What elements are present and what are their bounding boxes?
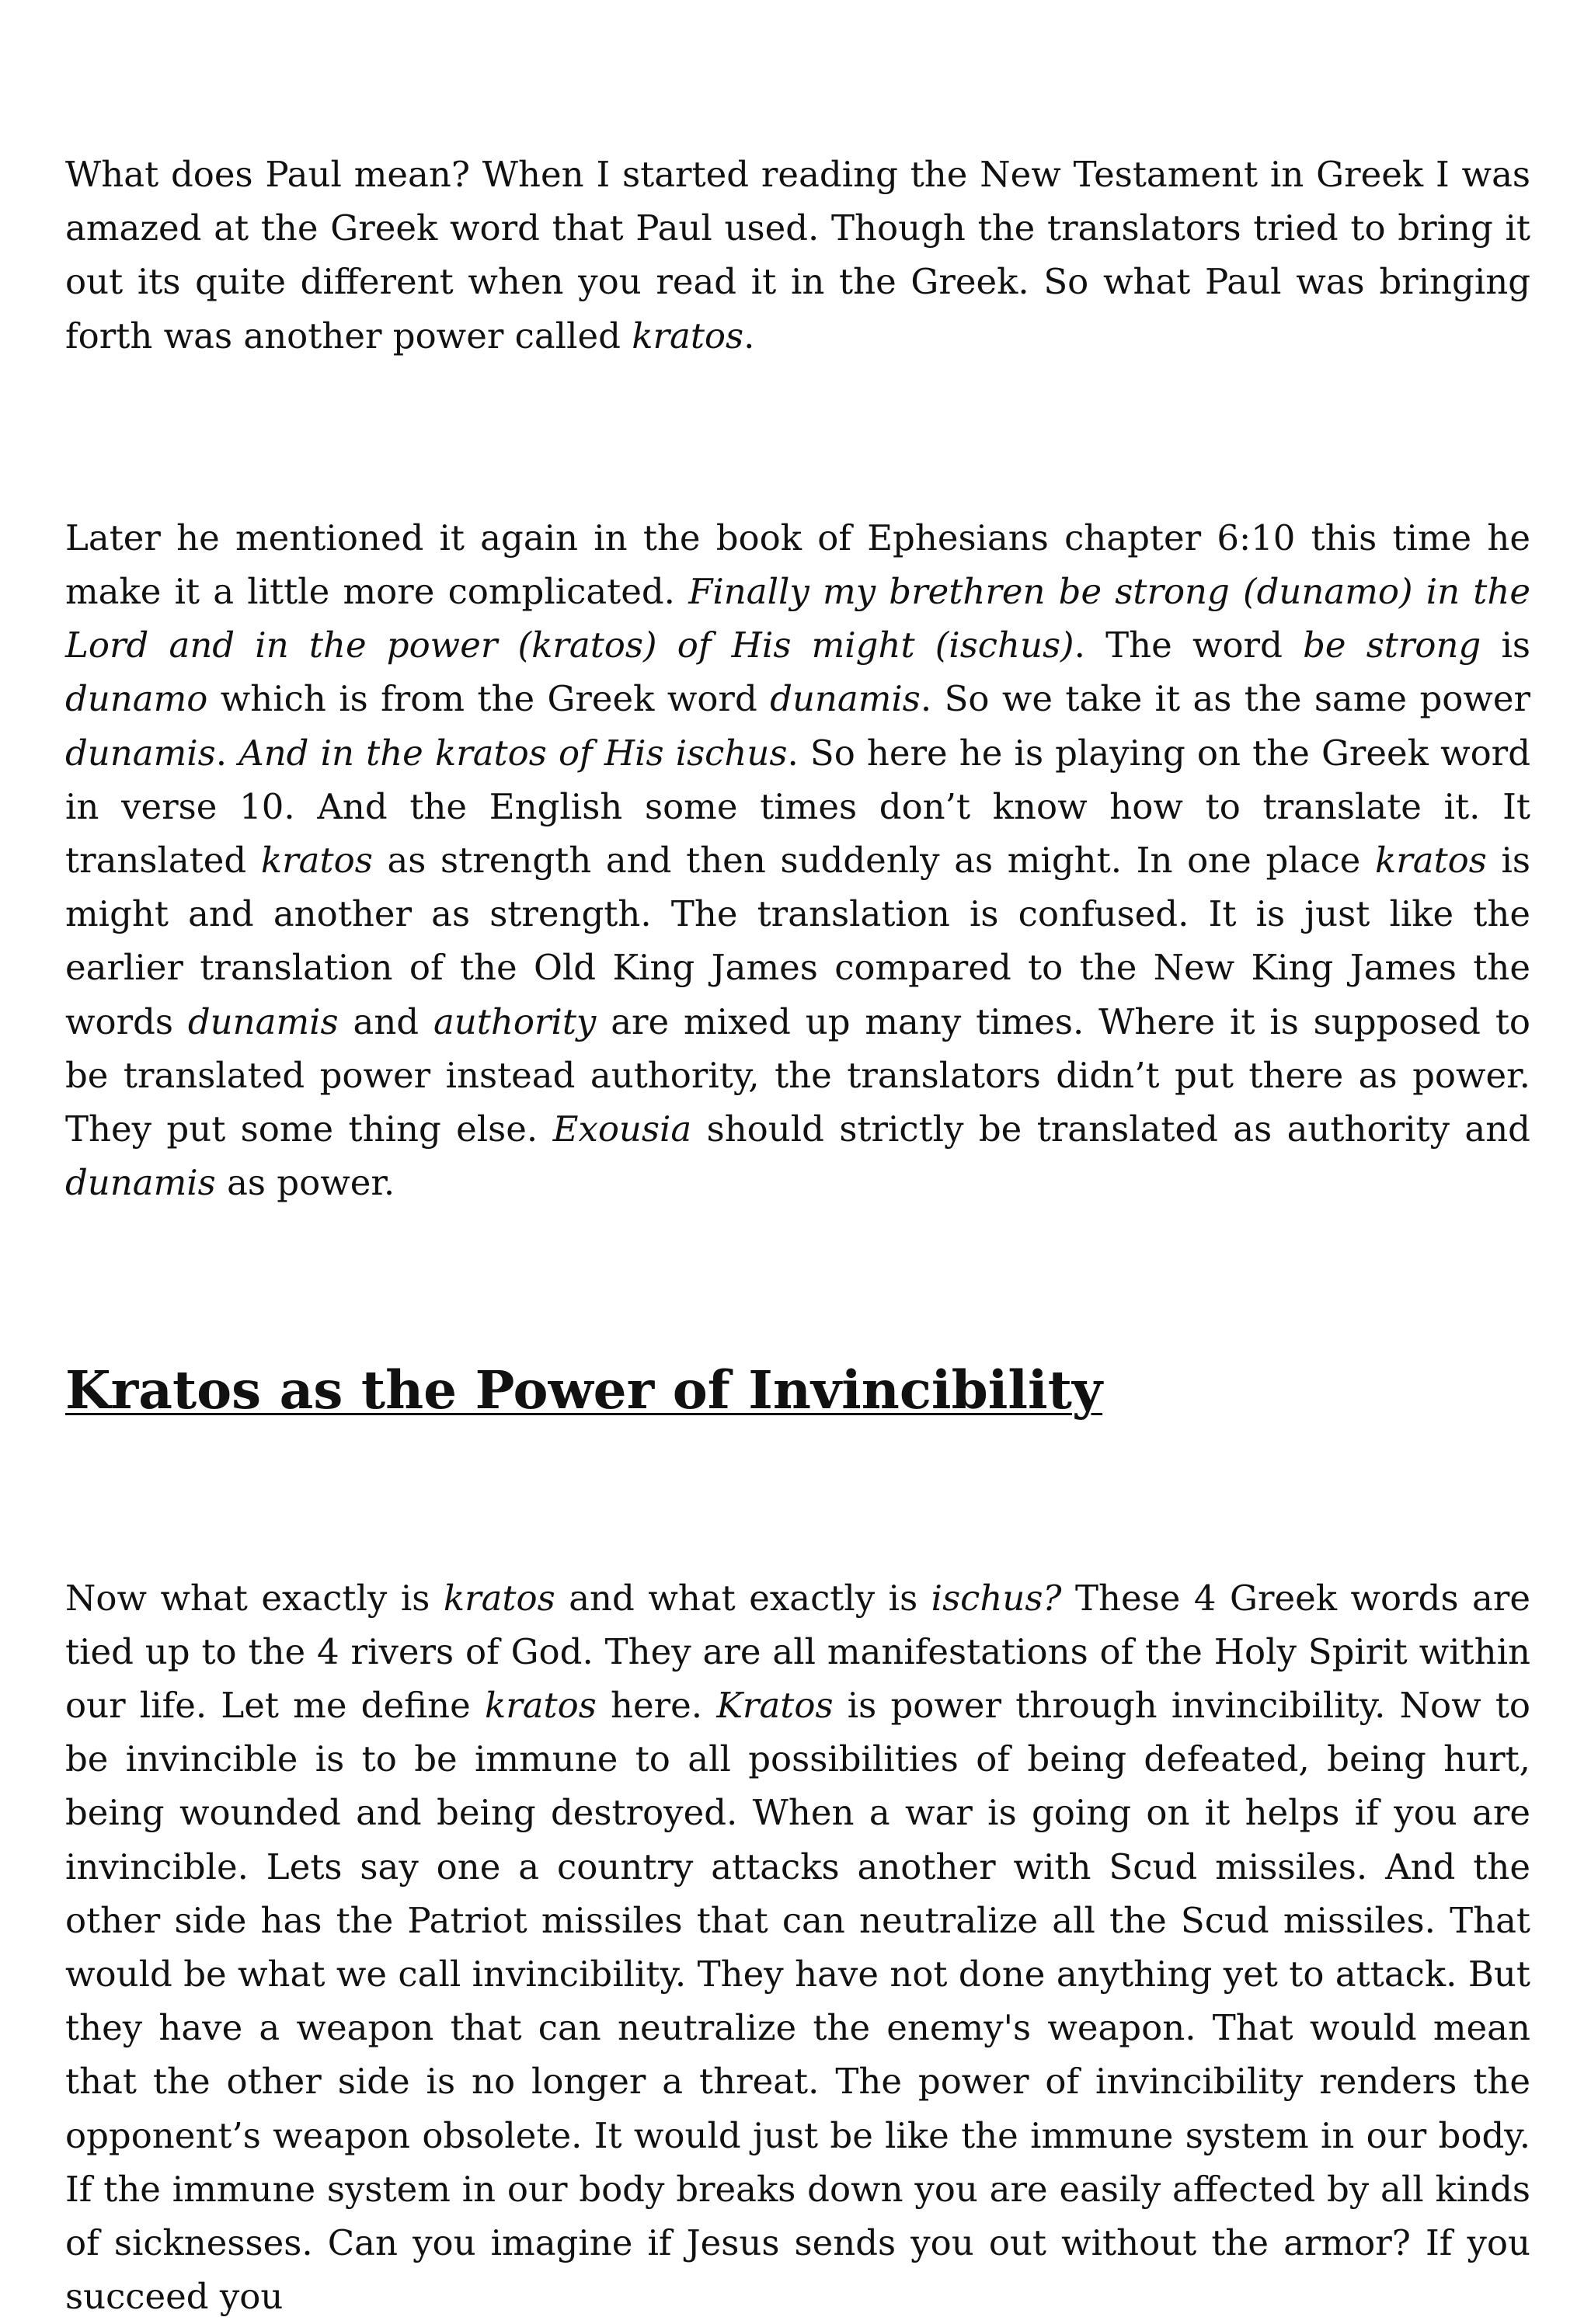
italic-run: ischus? — [931, 1577, 1062, 1619]
text-run: These 4 Greek words are tied up to the 4 rivers of God. They are all manifestations of the Holy Spirit within our life. Let me define — [65, 1577, 1531, 1727]
italic-run: dunamis — [65, 1162, 216, 1204]
italic-run: Kratos — [716, 1685, 834, 1727]
text-run: . — [743, 315, 755, 357]
paragraph-kratos-definition — [65, 1571, 1530, 2324]
section-heading: Kratos as the Power of Invincibility — [65, 1359, 1103, 1421]
italic-run: kratos — [260, 840, 373, 882]
text-run: is might and another as strength. The translation is confused. It is just like the earlier translation of the Old King James compared to the New King James the words — [65, 840, 1530, 1042]
document-page — [65, 148, 1530, 2324]
italic-run: authority — [433, 1000, 597, 1042]
text-run: Later he mentioned it again in the book of Ephesians chapter 6:10 this time he make it a little more complicated. — [65, 517, 1530, 613]
text-run: . So we take it as the same power — [920, 678, 1530, 720]
text-run: here. — [596, 1685, 717, 1727]
italic-run: kratos — [484, 1685, 597, 1727]
italic-run: dunamo — [65, 678, 208, 720]
italic-run: be strong — [1303, 624, 1481, 666]
italic-run: dunamis — [65, 732, 216, 774]
text-run: What does Paul mean? When I started reading the New Testament in Greek I was amazed at the Greek word that Paul used. Though the translators tried to bring it out its quite different when you read it in the Greek. So what Paul was bringing forth was another power called — [65, 154, 1530, 357]
italic-run: kratos — [443, 1577, 555, 1619]
text-run: . — [215, 732, 239, 774]
italic-run: kratos — [632, 315, 744, 357]
text-run: as power. — [215, 1162, 395, 1204]
italic-run: dunamis — [187, 1000, 339, 1042]
text-run: . The word — [1074, 624, 1304, 666]
italic-run: dunamis — [770, 678, 921, 720]
italic-run: Exousia — [552, 1108, 692, 1150]
text-run: . So here he is playing on the Greek word in verse 10. And the English some times don’t know how to translate it. It translated — [65, 732, 1530, 882]
text-run: as strength and then suddenly as might. In one place — [372, 840, 1375, 882]
italic-run: And in the kratos of His ischus — [238, 732, 788, 774]
text-run: is — [1481, 624, 1530, 666]
text-run: should strictly be translated as authority and — [691, 1108, 1530, 1150]
text-run: Now what exactly is — [65, 1577, 444, 1619]
text-run: and — [338, 1000, 433, 1042]
italic-run: kratos — [1374, 840, 1487, 882]
paragraph-ephesians — [65, 511, 1530, 1210]
text-run: which is from the Greek word — [207, 678, 771, 720]
text-run: is power through invincibility. Now to be invincible is to be immune to all possibilities of being defeated, being hurt, being wounded and being destroyed. When a war is going on it helps if you are invincible. Lets say one a country attacks another with Scud missiles. And the other side has the Patriot missiles that can neutralize all the Scud missiles. That would be what we call invincibility. They have not done anything yet to attack. But they have a weapon that can neutralize the enemy's weapon. That would mean that the other side is no longer a threat. The power of invincibility renders the opponent’s weapon obsolete. It would just be like the immune system in our body. If the immune system in our body breaks down you are easily affected by all kinds of sicknesses. Can you imagine if Jesus sends you out without the armor? If you succeed you — [65, 1685, 1530, 2318]
text-run: are mixed up many times. Where it is supposed to be translated power instead authority, the translators didn’t put there as power. They put some thing else. — [65, 1000, 1530, 1150]
italic-run: Finally my brethren be strong (dunamo) in the Lord and in the power (kratos) of His might (ischus) — [65, 571, 1530, 666]
text-run: and what exactly is — [555, 1577, 931, 1619]
paragraph-paul-meaning — [65, 148, 1530, 363]
